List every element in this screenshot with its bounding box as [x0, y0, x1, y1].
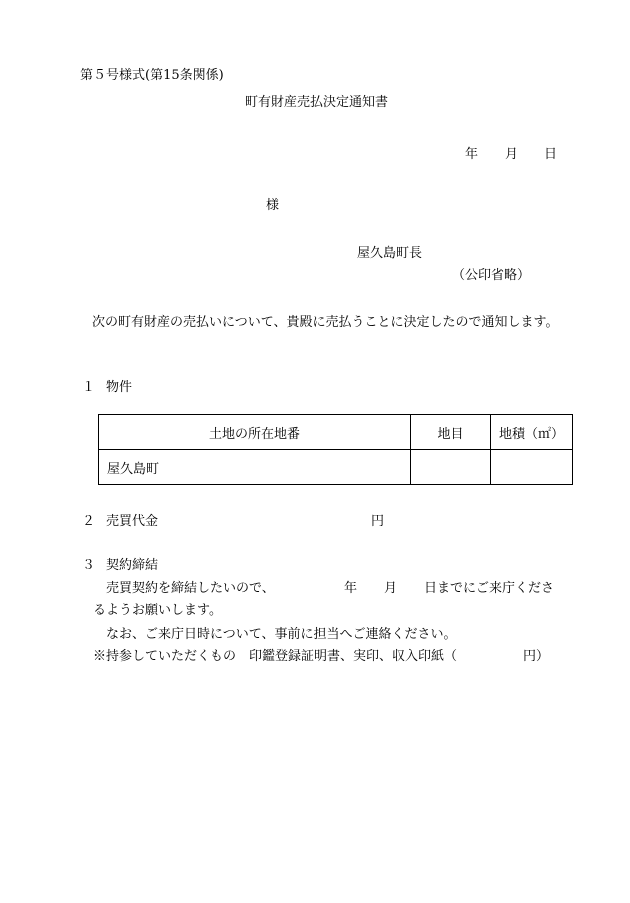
section-2-number: ２ — [82, 514, 96, 529]
contract-line-2: るようお願いします。 — [93, 603, 222, 618]
date-month-label: 月 — [505, 147, 519, 162]
header-land-location: 土地の所在地番 — [99, 415, 411, 450]
items-to-bring-note: ※持参していただくもの 印鑑登録証明書、実印、収入印紙（ — [93, 649, 458, 664]
intro-paragraph: 次の町有財産の売払いについて、貴殿に売払うことに決定したので通知します。 — [92, 315, 559, 330]
header-land-area: 地積（㎡） — [491, 415, 573, 450]
contract-year-label: 年 — [344, 581, 358, 596]
header-land-category: 地目 — [411, 415, 491, 450]
contract-month-label: 月 — [384, 581, 398, 596]
date-day-label: 日 — [544, 147, 558, 162]
table-header-row — [99, 415, 573, 450]
section-1-title: 物件 — [106, 380, 133, 395]
section-3-number: ３ — [82, 558, 96, 573]
form-number: 第５号様式(第15条関係) — [80, 68, 224, 83]
contract-line-3: なお、ご来庁日時について、事前に担当へご連絡ください。 — [106, 627, 457, 642]
section-1-number: １ — [82, 380, 96, 395]
table-row — [99, 450, 573, 485]
price-unit: 円 — [371, 514, 385, 529]
cell-land-area — [491, 450, 573, 485]
section-3-title: 契約締結 — [106, 558, 159, 573]
section-2-title: 売買代金 — [106, 514, 159, 529]
property-table — [98, 414, 573, 485]
seal-omitted-note: （公印省略） — [452, 268, 531, 283]
contract-line-1-suffix: 日までにご来庁くださ — [424, 581, 555, 596]
revenue-stamp-unit: 円） — [523, 649, 550, 664]
addressee-honorific: 様 — [266, 198, 280, 213]
cell-land-location: 屋久島町 — [99, 450, 411, 485]
date-year-label: 年 — [465, 147, 479, 162]
document-title: 町有財産売払決定通知書 — [245, 95, 389, 110]
issuer-name: 屋久島町長 — [357, 246, 423, 261]
contract-line-1-prefix: 売買契約を締結したいので、 — [106, 581, 275, 596]
cell-land-category — [411, 450, 491, 485]
